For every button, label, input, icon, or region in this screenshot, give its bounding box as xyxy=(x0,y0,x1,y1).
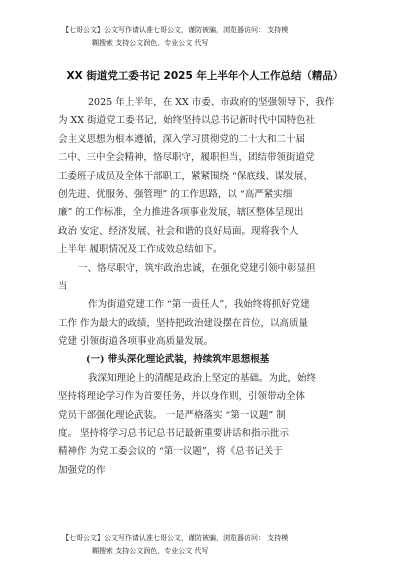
header-line: 糊搜索 支持公文润色、专业公文 代写 xyxy=(92,39,209,47)
paragraph-line: 为 XX 街道党工委书记，始终坚持以总书记新时代中国特色社 xyxy=(58,115,316,127)
paragraph-line: 上半年 履职情况及工作成效总结如下。 xyxy=(58,244,223,256)
footer-line: 糊搜索 支持公文润色、专业公文 代写 xyxy=(92,547,209,555)
paragraph-line: 廉” 的工作标准，全力推进各项事业发展，辖区整体呈现出 xyxy=(58,207,304,219)
paragraph-line: 会主义思想为根本遵循，深入学习贯彻党的二十大和二十届 xyxy=(58,133,306,145)
paragraph-line: 二中、三中全会精神，恪尽职守，履职担当，团结带领街道党 xyxy=(58,152,315,164)
paragraph-line: 创先进、优服务、强管理” 的工作思路，以 “高严紧实细 xyxy=(58,188,293,200)
paragraph-line: 度。 坚持将学习总书记总书记最新重要讲话和指示批示 xyxy=(58,428,290,440)
section-heading: 一、恪尽职守，筑牢政治忠诚，在强化党建引领中彰显担 xyxy=(78,262,316,274)
page-footer xyxy=(62,532,362,558)
paragraph-line: 我深知理论上的清醒是政治上坚定的基础。为此，始终 xyxy=(88,372,317,384)
paragraph-line: 坚持将理论学习作为首要任务，并以身作则，引领带动全体 xyxy=(58,391,306,403)
paragraph-line: 党建 引领街道各项事业高质量发展。 xyxy=(58,336,214,348)
paragraph-line: 工委班子成员及全体干部职工，紧紧围绕 “保底线、谋发展、 xyxy=(58,170,313,182)
document-title: XX 街道党工委书记 2025 年上半年个人工作总结（精品） xyxy=(66,70,344,82)
paragraph-line: 加强党的作 xyxy=(58,464,106,476)
paragraph-line: 2025 年上半年，在 XX 市委、市政府的坚强领导下，我作 xyxy=(88,97,335,108)
header-line: 【七哥公文】公文写作请认准七哥公文，谨防被骗，浏览器访问： 支持模 xyxy=(62,26,289,34)
paragraph-line: 作为街道党建工作 “第一责任人”，我始终将抓好党建 xyxy=(88,299,310,311)
paragraph-line: 工作 作为最大的政绩，坚持把政治建设摆在首位，以高质量 xyxy=(58,317,309,329)
page-header xyxy=(62,24,362,50)
section-heading: 当 xyxy=(58,280,68,292)
paragraph-line: 精神作 为党工委会议的 “第一议题”，将《总书记关于 xyxy=(58,446,283,458)
document-body xyxy=(58,94,358,480)
subsection-heading: (一) 带头深化理论武装，持续筑牢思想根基 xyxy=(86,354,270,366)
paragraph-line: 党员干部强化理论武装。 一是严格落实 “第一议题” 制 xyxy=(58,409,286,421)
footer-line: 【七哥公文】公文写作请认准七哥公文，谨防被骗，浏览器访问： 支持模 xyxy=(62,534,289,542)
paragraph-line: 政治 安定、经济发展、社会和谐的良好局面。现将我个人 xyxy=(58,225,299,237)
